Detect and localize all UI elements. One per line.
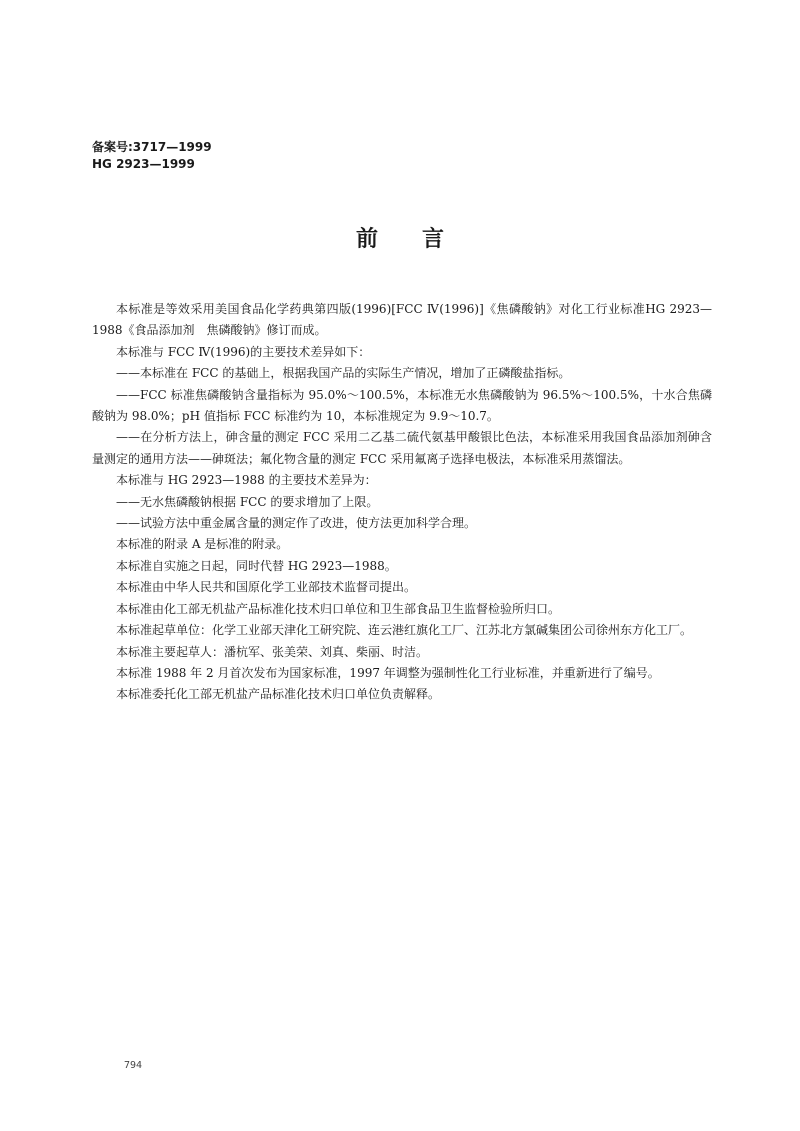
document-header (92, 139, 212, 173)
paragraph: 本标准自实施之日起，同时代替 HG 2923—1988。 (116, 558, 397, 573)
paragraph: ——无水焦磷酸钠根据 FCC 的要求增加了上限。 (116, 494, 379, 509)
paragraph: 本标准的附录 A 是标准的附录。 (116, 537, 289, 552)
record-number: 备案号:3717—1999 (92, 140, 212, 154)
paragraph: ——FCC 标准焦磷酸钠含量指标为 95.0%～100.5%，本标准无水焦磷酸钠为 96.5%～100.5%，十水合焦磷酸钠为 98.0%；pH 值指标 FCC 标准约为 10，本标准规定为 9.9～10.7。 (92, 387, 712, 424)
paragraph: 本标准委托化工部无机盐产品标准化技术归口单位负责解释。 (116, 687, 441, 702)
paragraph: 本标准 1988 年 2 月首次发布为国家标准，1997 年调整为强制性化工行业标准，并重新进行了编号。 (116, 665, 660, 680)
paragraph: 本标准起草单位：化学工业部天津化工研究院、连云港红旗化工厂、江苏北方氯碱集团公司徐州东方化工厂。 (116, 623, 693, 638)
paragraph: 本标准主要起草人：潘杭军、张美荣、刘真、柴丽、时洁。 (116, 644, 429, 659)
paragraph: 本标准由化工部无机盐产品标准化技术归口单位和卫生部食品卫生监督检验所归口。 (116, 601, 561, 616)
foreword-body (92, 299, 712, 706)
page-title: 前言 (355, 226, 488, 252)
paragraph: ——在分析方法上，砷含量的测定 FCC 采用二乙基二硫代氨基甲酸银比色法，本标准采用我国食品添加剂砷含量测定的通用方法——砷斑法；氟化物含量的测定 FCC 采用氟离子选择电极法，本标准采用蒸馏法。 (92, 430, 712, 466)
paragraph: ——试验方法中重金属含量的测定作了改进，使方法更加科学合理。 (116, 516, 477, 531)
paragraph: 本标准由中华人民共和国原化学工业部技术监督司提出。 (116, 580, 417, 595)
standard-code: HG 2923—1999 (92, 157, 195, 171)
paragraph: 本标准与 HG 2923—1988 的主要技术差异为： (116, 473, 377, 488)
page-number: 794 (124, 1060, 143, 1071)
paragraph: 本标准是等效采用美国食品化学药典第四版(1996)[FCC Ⅳ(1996)]《焦磷酸钠》对化工行业标准HG 2923—1988《食品添加剂 焦磷酸钠》修订而成。 (92, 302, 712, 338)
paragraph: ——本标准在 FCC 的基础上，根据我国产品的实际生产情况，增加了正磷酸盐指标。 (116, 366, 571, 381)
paragraph: 本标准与 FCC Ⅳ(1996)的主要技术差异如下： (116, 344, 371, 359)
